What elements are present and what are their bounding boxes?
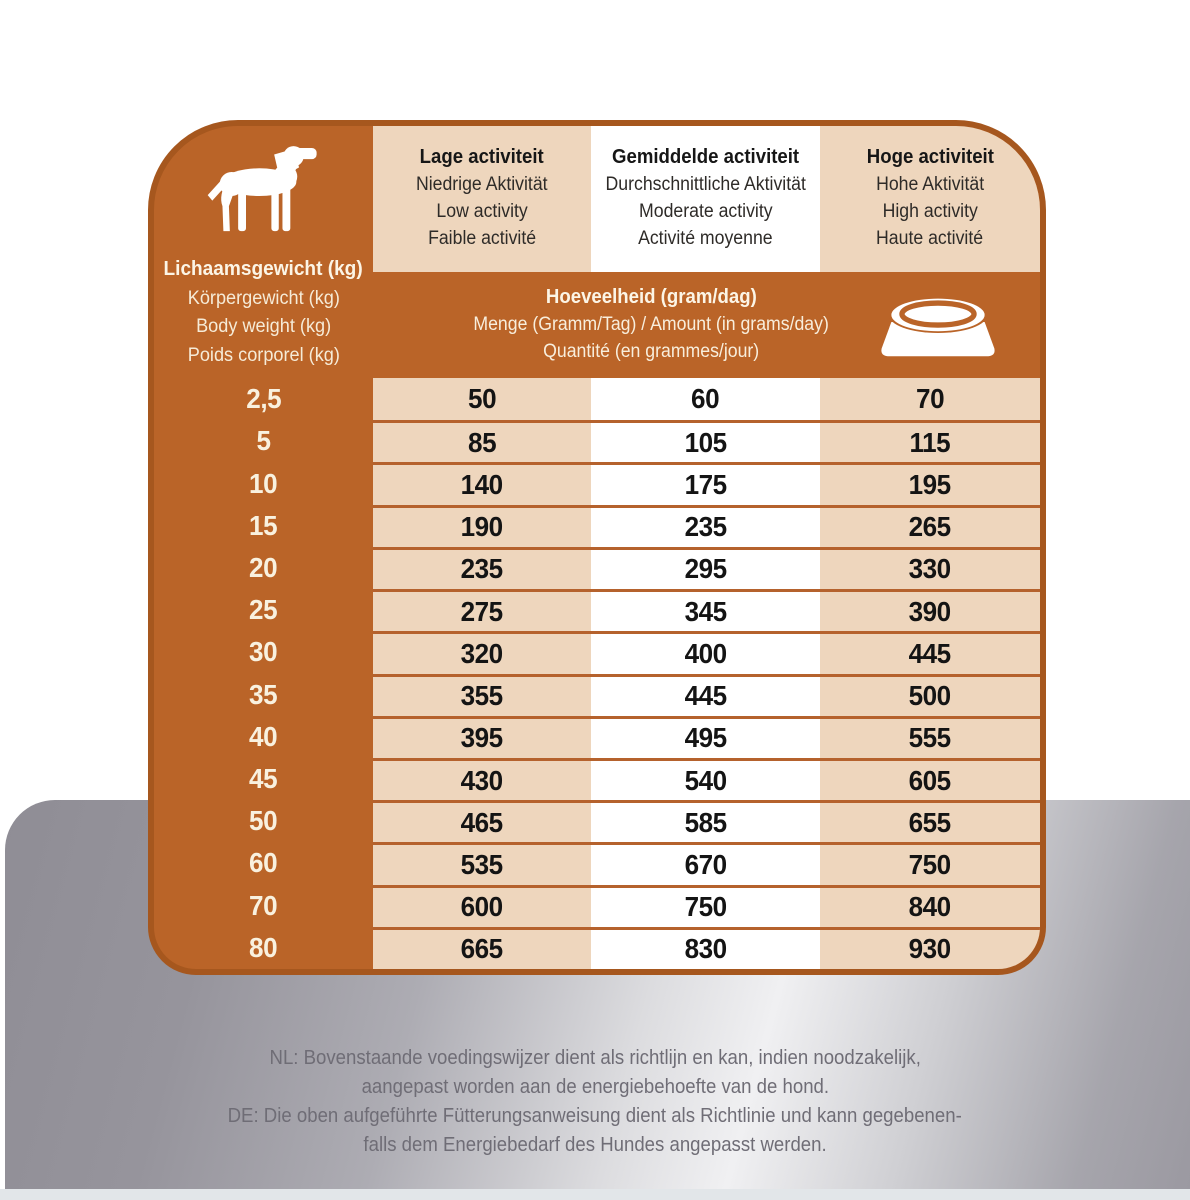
amount-banner <box>373 272 1040 378</box>
moderate-activity-value: 670 <box>591 842 820 884</box>
weight-cell: 30 <box>249 636 278 668</box>
moderate-activity-value: 60 <box>591 378 820 420</box>
high-activity-value: 655 <box>820 800 1040 842</box>
activity-subtitle: High activity <box>882 201 978 222</box>
weight-cell: 70 <box>249 889 278 921</box>
body-weight-subtitle-en: Body weight (kg) <box>195 315 332 337</box>
high-activity-value: 500 <box>820 674 1040 716</box>
moderate-activity-value: 540 <box>591 758 820 800</box>
activity-subtitle: Durchschnittliche Aktivität <box>605 174 806 195</box>
high-activity-value: 930 <box>820 927 1040 969</box>
amount-subtitle-fr: Quantité (en grammes/jour) <box>543 341 760 362</box>
low-activity-value: 665 <box>373 927 591 969</box>
moderate-activity-value: 345 <box>591 589 820 631</box>
note-line: falls dem Energiebedarf des Hundes angepasst werden. <box>363 1134 827 1156</box>
low-activity-value: 600 <box>373 885 591 927</box>
weight-cell: 40 <box>249 720 278 752</box>
moderate-activity-value: 295 <box>591 547 820 589</box>
low-activity-value: 140 <box>373 462 591 504</box>
weight-cell: 5 <box>256 425 271 457</box>
dog-silhouette-icon <box>204 140 324 240</box>
high-activity-value: 750 <box>820 842 1040 884</box>
low-activity-value: 50 <box>373 378 591 420</box>
feeding-table <box>154 126 1040 969</box>
weight-cell: 2,5 <box>246 383 281 415</box>
activity-subtitle: Low activity <box>436 201 528 222</box>
weight-cell: 45 <box>249 763 278 795</box>
weight-cell: 15 <box>249 509 278 541</box>
low-activity-value: 465 <box>373 800 591 842</box>
high-activity-value: 840 <box>820 885 1040 927</box>
high-activity-value: 555 <box>820 716 1040 758</box>
activity-title-moderate: Gemiddelde activiteit <box>611 146 800 168</box>
activity-subtitle: Haute activité <box>876 228 984 249</box>
feeding-guide-card <box>148 120 1046 975</box>
high-activity-value: 330 <box>820 547 1040 589</box>
low-activity-value: 535 <box>373 842 591 884</box>
activity-title-high: Hoge activiteit <box>866 146 994 168</box>
note-line: aangepast worden aan de energiebehoefte van de hond. <box>361 1076 829 1098</box>
low-activity-value: 235 <box>373 547 591 589</box>
body-weight-title: Lichaamsgewicht (kg) <box>163 257 364 280</box>
activity-subtitle: Moderate activity <box>638 201 773 222</box>
body-weight-subtitle-de: Körpergewicht (kg) <box>187 286 340 309</box>
low-activity-value: 275 <box>373 589 591 631</box>
feeding-notes <box>0 1044 1190 1160</box>
moderate-activity-value: 445 <box>591 674 820 716</box>
moderate-activity-value: 400 <box>591 631 820 673</box>
note-line: DE: Die oben aufgeführte Fütterungsanweisung dient als Richtlinie und kann gegebenen- <box>227 1105 963 1127</box>
weight-cell: 10 <box>249 467 278 499</box>
high-activity-value: 390 <box>820 589 1040 631</box>
activity-header-high <box>820 126 1040 272</box>
high-activity-value: 445 <box>820 631 1040 673</box>
high-activity-value: 115 <box>820 420 1040 462</box>
weight-cell: 35 <box>249 678 278 710</box>
high-activity-value: 195 <box>820 462 1040 504</box>
amount-title: Hoeveelheid (gram/dag) <box>546 286 757 308</box>
footer-strip <box>0 1189 1190 1200</box>
amount-subtitle-de-en: Menge (Gramm/Tag) / Amount (in grams/day) <box>473 314 830 335</box>
moderate-activity-value: 585 <box>591 800 820 842</box>
activity-subtitle: Hohe Aktivität <box>875 174 985 195</box>
moderate-activity-value: 750 <box>591 885 820 927</box>
high-activity-value: 265 <box>820 505 1040 547</box>
low-activity-value: 430 <box>373 758 591 800</box>
activity-title-low: Lage activiteit <box>419 146 545 168</box>
low-activity-value: 85 <box>373 420 591 462</box>
activity-subtitle: Faible activité <box>427 228 537 249</box>
weight-cell: 25 <box>249 594 278 626</box>
high-activity-value: 70 <box>820 378 1040 420</box>
high-activity-value: 605 <box>820 758 1040 800</box>
moderate-activity-value: 175 <box>591 462 820 504</box>
low-activity-value: 395 <box>373 716 591 758</box>
low-activity-value: 320 <box>373 631 591 673</box>
body-weight-subtitle-fr: Poids corporel (kg) <box>187 343 340 366</box>
low-activity-value: 355 <box>373 674 591 716</box>
activity-header-low <box>373 126 591 272</box>
activity-header-moderate <box>591 126 820 272</box>
food-bowl-icon <box>872 285 1004 366</box>
activity-subtitle: Niedrige Aktivität <box>416 174 548 195</box>
weight-cell: 60 <box>249 847 278 879</box>
low-activity-value: 190 <box>373 505 591 547</box>
moderate-activity-value: 830 <box>591 927 820 969</box>
moderate-activity-value: 495 <box>591 716 820 758</box>
moderate-activity-value: 105 <box>591 420 820 462</box>
activity-subtitle: Activité moyenne <box>638 228 773 249</box>
note-line: NL: Bovenstaande voedingswijzer dient als richtlijn en kan, indien noodzakelijk, <box>269 1047 921 1069</box>
weight-cell: 80 <box>249 931 278 963</box>
moderate-activity-value: 235 <box>591 505 820 547</box>
body-weight-panel <box>154 126 373 378</box>
weight-cell: 20 <box>249 551 278 583</box>
weight-cell: 50 <box>249 805 278 837</box>
